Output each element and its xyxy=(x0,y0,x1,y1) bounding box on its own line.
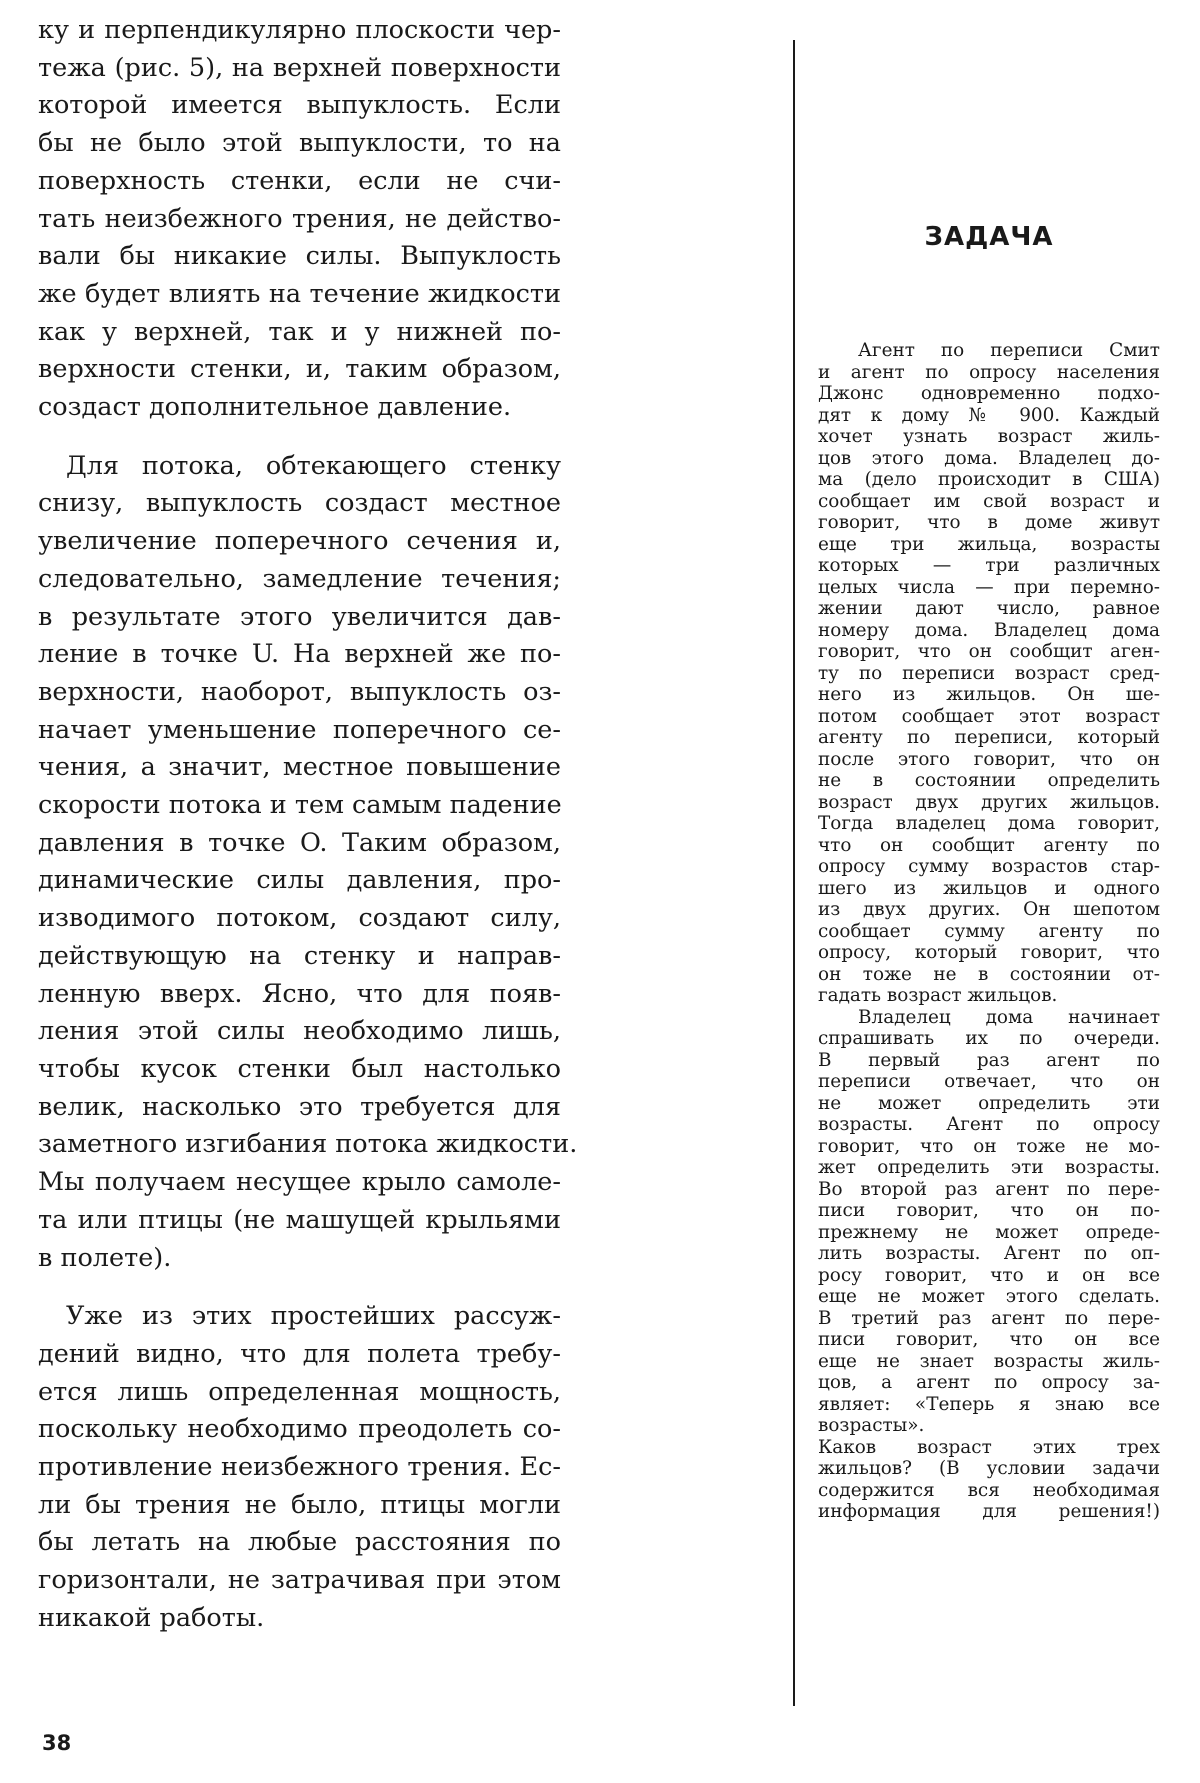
text-line: ление в точке U. На верхней же по- xyxy=(38,639,561,670)
text-line: та или птицы (не машущей крыльями xyxy=(38,1204,561,1235)
text-line: Уже из этих простейших рассуж- xyxy=(66,1301,561,1332)
text-line: дений видно, что для полета требу- xyxy=(38,1338,561,1369)
text-line: он тоже не в состоянии от- xyxy=(818,963,1160,985)
text-line: еще не знает возрасты жиль- xyxy=(818,1350,1160,1372)
sidebar-title: ЗАДАЧА xyxy=(924,222,1054,252)
text-line: опросу сумму возрастов стар- xyxy=(818,856,1160,877)
text-line: из двух других. Он шепотом xyxy=(818,899,1160,920)
text-line: горизонтали, не затрачивая при этом xyxy=(38,1565,561,1596)
text-line: лить возрасты. Агент по оп- xyxy=(818,1243,1160,1264)
text-line: увеличение поперечного сечения и, xyxy=(38,526,561,557)
text-line: поверхность стенки, если не счи- xyxy=(38,165,561,196)
text-line: росу говорит, что и он все xyxy=(818,1264,1160,1286)
text-line: заметного изгибания потока жидкости. xyxy=(38,1129,578,1160)
text-line: говорит, что он сообщит аген- xyxy=(818,641,1160,662)
text-line: которой имеется выпуклость. Если xyxy=(38,90,561,121)
text-line: возраст двух других жильцов. xyxy=(818,791,1160,813)
text-line: которых — три различных xyxy=(818,555,1160,576)
text-line: и агент по опросу населения xyxy=(818,361,1160,383)
text-line: как у верхней, так и у нижней по- xyxy=(38,316,561,347)
text-line: В третий раз агент по пере- xyxy=(818,1307,1160,1329)
text-line: ли бы трения не было, птицы могли xyxy=(38,1489,561,1520)
text-line: опросу, который говорит, что xyxy=(818,942,1160,963)
text-line: скорости потока и тем самым падение xyxy=(38,790,562,821)
text-line: сообщает сумму агенту по xyxy=(818,920,1160,942)
text-line: не может определить эти xyxy=(818,1092,1160,1114)
text-line: переписи отвечает, что он xyxy=(818,1071,1160,1092)
text-line: противление неизбежного трения. Ес- xyxy=(38,1452,561,1483)
text-line: действующую на стенку и направ- xyxy=(38,940,561,971)
text-line: еще три жильца, возрасты xyxy=(818,533,1160,555)
paragraph-2 xyxy=(38,448,578,1277)
text-line: не в состоянии определить xyxy=(818,770,1160,791)
text-line: содержится вся необходимая xyxy=(818,1479,1160,1501)
sidebar-text xyxy=(818,340,1160,1523)
text-line: шего из жильцов и одного xyxy=(818,877,1160,899)
text-line: Тогда владелец дома говорит, xyxy=(818,813,1160,834)
text-line: прежнему не может опреде- xyxy=(818,1221,1160,1243)
page-number: 38 xyxy=(42,1731,72,1755)
text-line: ма (дело происходит в США) xyxy=(818,469,1160,490)
text-line: Каков возраст этих трех xyxy=(818,1436,1160,1458)
text-line: цов, а агент по опросу за- xyxy=(818,1372,1160,1393)
text-line: говорит, что в доме живут xyxy=(818,512,1160,533)
text-line: верхности стенки, и, таким образом, xyxy=(38,354,561,385)
text-line: в полете). xyxy=(38,1242,172,1273)
text-line: жении дают число, равное xyxy=(818,598,1160,619)
text-line: тать неизбежного трения, не действо- xyxy=(38,203,561,234)
text-line: снизу, выпуклость создаст местное xyxy=(38,488,561,519)
text-line: Владелец дома начинает xyxy=(858,1006,1160,1028)
text-line: ленную вверх. Ясно, что для появ- xyxy=(38,978,561,1009)
text-line: же будет влиять на течение жидкости xyxy=(38,278,561,309)
text-line: целых числа — при перемно- xyxy=(818,576,1160,598)
text-line: потом сообщает этот возраст xyxy=(818,705,1160,727)
text-line: информация для решения!) xyxy=(818,1501,1160,1522)
text-line: после этого говорит, что он xyxy=(818,748,1160,770)
text-line: Во второй раз агент по пере- xyxy=(818,1178,1160,1200)
text-line: динамические силы давления, про- xyxy=(38,865,561,896)
text-line: спрашивать их по очереди. xyxy=(818,1028,1160,1049)
text-line: цов этого дома. Владелец до- xyxy=(818,447,1160,469)
text-line: говорит, что он тоже не мо- xyxy=(818,1135,1160,1157)
text-line: что он сообщит агенту по xyxy=(818,834,1160,856)
text-line: тежа (рис. 5), на верхней поверхности xyxy=(38,52,561,83)
text-line: верхности, наоборот, выпуклость оз- xyxy=(38,676,561,707)
text-line: Мы получаем несущее крыло самоле- xyxy=(38,1167,561,1198)
text-line: Агент по переписи Смит xyxy=(858,340,1160,361)
text-line: писи говорит, что он по- xyxy=(818,1200,1160,1221)
text-line: в результате этого увеличится дав- xyxy=(38,601,561,632)
text-line: велик, насколько это требуется для xyxy=(38,1091,561,1122)
text-line: никакой работы. xyxy=(38,1602,265,1633)
text-line: гадать возраст жильцов. xyxy=(818,985,1058,1006)
paragraph-1 xyxy=(38,12,561,427)
text-line: хочет узнать возраст жиль- xyxy=(818,426,1160,447)
text-line: чтобы кусок стенки был настолько xyxy=(38,1053,561,1084)
text-line: начает уменьшение поперечного се- xyxy=(38,714,561,745)
text-line: сообщает им свой возраст и xyxy=(818,490,1160,512)
text-line: него из жильцов. Он ше- xyxy=(818,684,1160,705)
text-line: возрасты». xyxy=(818,1415,925,1436)
text-line: жильцов? (В условии задачи xyxy=(818,1458,1160,1479)
text-line: ту по переписи возраст сред- xyxy=(818,662,1160,684)
column-divider xyxy=(793,40,795,1706)
text-line: чения, а значит, местное повышение xyxy=(38,752,561,783)
main-text-column xyxy=(38,12,578,1659)
text-line: бы не было этой выпуклости, то на xyxy=(38,128,561,159)
text-line: являет: «Теперь я знаю все xyxy=(818,1393,1160,1415)
text-line: агенту по переписи, который xyxy=(818,727,1160,748)
text-line: ления этой силы необходимо лишь, xyxy=(38,1016,561,1047)
text-line: ку и перпендикулярно плоскости чер- xyxy=(38,15,561,45)
text-line: дят к дому № 900. Каждый xyxy=(818,404,1160,426)
text-line: писи говорит, что он все xyxy=(818,1329,1160,1350)
text-line: еще не может этого сделать. xyxy=(818,1286,1160,1307)
text-line: бы летать на любые расстояния по xyxy=(38,1527,561,1558)
text-line: жет определить эти возрасты. xyxy=(818,1157,1160,1178)
text-line: поскольку необходимо преодолеть со- xyxy=(38,1414,561,1445)
text-line: ется лишь определенная мощность, xyxy=(38,1376,561,1407)
text-line: создаст дополнительное давление. xyxy=(38,392,512,423)
text-line: Джонс одновременно подхо- xyxy=(818,383,1160,404)
text-line: давления в точке O. Таким образом, xyxy=(38,827,561,858)
text-line: Для потока, обтекающего стенку xyxy=(66,450,561,481)
text-line: вали бы никакие силы. Выпуклость xyxy=(38,241,561,272)
text-line: возрасты. Агент по опросу xyxy=(818,1114,1160,1135)
problem-sidebar xyxy=(818,222,1160,1523)
text-line: В первый раз агент по xyxy=(818,1049,1160,1071)
text-line: номеру дома. Владелец дома xyxy=(818,619,1160,641)
text-line: изводимого потоком, создают силу, xyxy=(38,903,561,934)
paragraph-3 xyxy=(38,1298,561,1637)
text-line: следовательно, замедление течения; xyxy=(38,563,561,594)
